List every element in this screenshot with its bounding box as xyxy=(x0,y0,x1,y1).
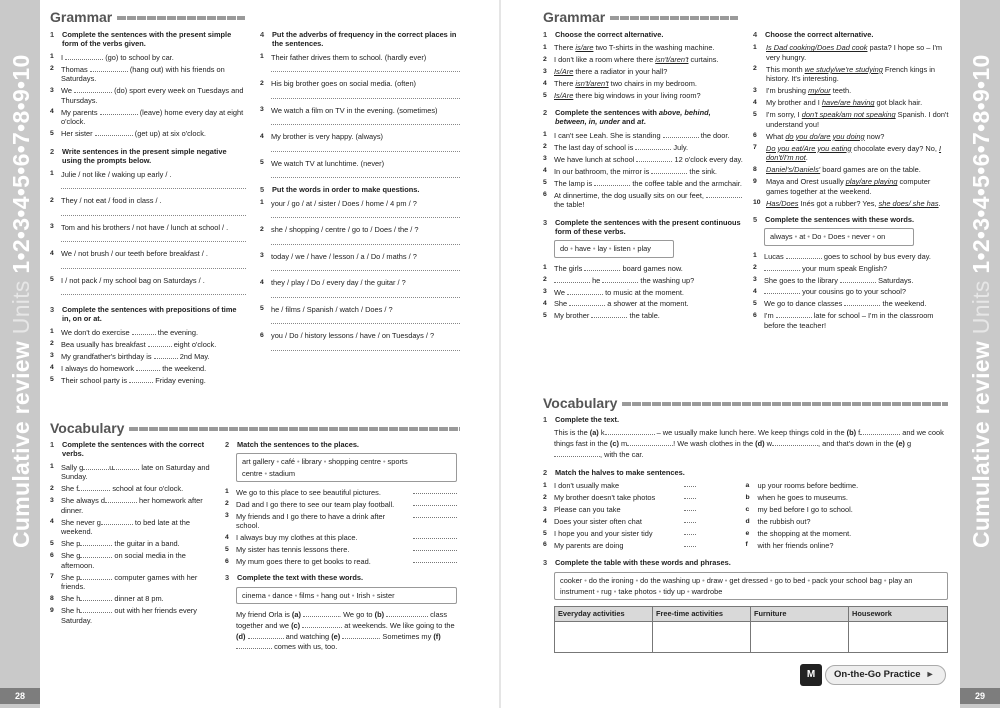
answer-blank[interactable] xyxy=(413,557,457,563)
answer-line[interactable] xyxy=(271,172,460,178)
choice-option[interactable]: Is Dad cooking/Does Dad cook xyxy=(766,43,868,53)
list-item: 1 There is/are two T-shirts in the washing machine. xyxy=(543,43,715,53)
grammar-heading-right: Grammar xyxy=(543,9,738,27)
exercise-r-grammar-2: 2 Complete the sentences with above, behind, between, in, under and at. 1 I can't see Leah. She is standing the door. 2 The last day of school is July. 3 We have lunch at school 12 o'clock every day. 4 In our bathroom, the mirror is the sink. 5 The lamp is the coffee table and the armchair. 6 At dinnertime, the dog usually sits on our feet, the table! xyxy=(543,107,743,210)
table-header: Free-time activities xyxy=(653,607,751,621)
word-option: Do xyxy=(811,232,822,242)
on-the-go-practice[interactable] xyxy=(800,664,946,686)
word-option: sister xyxy=(376,590,395,600)
word-option: at xyxy=(799,232,806,242)
activities-table xyxy=(554,606,948,652)
list-item: 3 My friends and I go there to have a drink after school. xyxy=(225,512,457,531)
answer-blank[interactable] xyxy=(651,168,687,174)
word-option: listen xyxy=(613,244,631,254)
choice-option[interactable]: isn't/aren't xyxy=(655,55,689,65)
answer-blank[interactable] xyxy=(684,517,696,523)
list-item: 1 The girls board games now. xyxy=(543,263,683,273)
word-option: cooker xyxy=(560,575,583,585)
list-item: 2 your mum speak English? xyxy=(753,263,888,273)
list-item: 3 Tom and his brothers / not have / lunch at school / . xyxy=(50,222,229,232)
answer-blank[interactable] xyxy=(413,533,457,539)
exercise-grammar-1: 1 Complete the sentences with the present simple form of the verbs given. 1 I (go) to school by car. 2 Thomas (hang out) with his friends on Saturdays. 3 We (do) sport every week on Tuesdays and Thursdays. 4 My parents (leave) home every day at eight o'clock. 5 Her sister (get up) at six o'clock. xyxy=(50,30,246,139)
word-option: play an instrument xyxy=(560,575,913,597)
right-col-2 xyxy=(753,30,949,337)
answer-blank[interactable] xyxy=(100,109,138,115)
choice-option[interactable]: my/our xyxy=(808,86,831,96)
list-item: 5 She p the guitar in a band. xyxy=(50,539,180,549)
list-item: 4 There isn't/aren't two chairs in my bedroom. xyxy=(543,79,697,89)
vocabulary-heading: Vocabulary xyxy=(50,420,460,438)
answer-blank[interactable] xyxy=(602,277,638,283)
answer-line[interactable] xyxy=(271,292,460,298)
answer-blank[interactable] xyxy=(635,144,671,150)
table-header: Furniture xyxy=(751,607,849,621)
exercise-vocab-2: 2 Match the sentences to the places. art gallery • café • library • shopping centre • sports centre • stadium 1 We go to this place to see beautiful pictures. 2 Dad and I go there to see our team play football. 3 My friends and I go there to have a drink after school. 4 I always buy my clothes at this place. 5 My sister has tennis lessons there. 6 My mum goes there to get books to read. xyxy=(225,440,457,566)
answer-line[interactable] xyxy=(61,183,246,189)
right-vocab xyxy=(543,415,948,660)
list-item: 3 We to music at the moment. xyxy=(543,287,684,297)
word-option: café xyxy=(281,457,296,467)
exercise-vocab-3: 3 Complete the text with these words. cinema • dance • films • hang out • Irish • sister My friend Orla is (a) . We go to (b) class together and we (c) at weekends. We like going to the (d) and watching (e) . Sometimes my (f) comes with us, too. xyxy=(225,573,457,653)
exercise-r-grammar-1: 1 Choose the correct alternative. 1 There is/are two T-shirts in the washing machine. 2 I don't like a room where there isn't/aren't curtains. 3 Is/Are there a radiator in your hall? 4 There isn't/aren't two chairs in my bedroom. 5 Is/Are there big windows in your living room? xyxy=(543,30,743,101)
choice-option[interactable]: don't speak/am not speaking xyxy=(801,110,896,120)
answer-blank[interactable] xyxy=(844,300,880,306)
choice-option[interactable]: we study/we're studying xyxy=(804,64,883,74)
answer-blank[interactable] xyxy=(764,265,800,271)
answer-blank[interactable] xyxy=(554,451,600,457)
choice-option[interactable]: play/are playing xyxy=(845,177,898,187)
match-row: 1 I don't usually make a up your rooms before bedtime. xyxy=(543,481,859,491)
answer-blank[interactable] xyxy=(776,312,812,318)
answer-line[interactable] xyxy=(271,66,460,72)
list-item: 1 We go to this place to see beautiful pictures. xyxy=(225,488,457,497)
list-item: 4 My brother and I have/are having got black hair. xyxy=(753,98,923,108)
answer-blank[interactable] xyxy=(303,611,339,617)
answer-blank[interactable] xyxy=(764,288,800,294)
answer-blank[interactable] xyxy=(627,440,673,446)
answer-line[interactable] xyxy=(271,93,460,99)
list-item: 3 Is/Are there a radiator in your hall? xyxy=(543,67,668,77)
answer-line[interactable] xyxy=(61,289,246,295)
list-item: 4 I always buy my clothes at this place. xyxy=(225,533,457,542)
answer-blank[interactable] xyxy=(148,341,172,347)
paragraph-text: My friend Orla is (a) . We go to (b) class together and we (c) at weekends. We like going to the (d) and watching (e) . Sometimes my (f) comes with us, too. xyxy=(236,610,455,652)
list-item: 7 Do you eat/Are you eating chocolate every day? No, I don't/I'm not. xyxy=(753,143,942,163)
list-item: 2 Dad and I go there to see our team play football. xyxy=(225,500,457,509)
match-row: 4 Does your sister often chat d the rubbish out? xyxy=(543,517,811,527)
list-item: 4 your cousins go to your school? xyxy=(753,287,907,297)
table-header: Housework xyxy=(849,607,947,621)
word-option: rug xyxy=(601,587,612,597)
list-item: 4 they / play / Do / every day / the guitar / ? xyxy=(260,278,406,288)
answer-blank[interactable] xyxy=(684,481,696,487)
answer-line[interactable] xyxy=(271,146,460,152)
answer-blank[interactable] xyxy=(786,253,822,259)
list-item: 8 Daniel's/Daniels' board games are on the table. xyxy=(753,165,921,175)
word-option: library xyxy=(301,457,322,467)
answer-blank[interactable] xyxy=(302,622,342,628)
list-item: 5 We watch TV at lunchtime. (never) xyxy=(260,158,385,168)
answer-blank[interactable] xyxy=(413,500,457,506)
exercise-grammar-3: 3 Complete the sentences with prepositions of time in, on or at. 1 We don't do exercise the evening. 2 Bea usually has breakfast eight o'clock. 3 My grandfather's birthday is 2nd May. 4 I always do homework the weekend. 5 Their school party is Friday evening. xyxy=(50,305,246,385)
answer-blank[interactable] xyxy=(684,541,696,547)
answer-blank[interactable] xyxy=(65,54,103,60)
left-col-1 xyxy=(50,30,246,392)
answer-blank[interactable] xyxy=(136,365,160,371)
list-item: 4 My brother is very happy. (always) xyxy=(260,132,383,142)
list-item: 2 he the washing up? xyxy=(543,275,695,285)
list-item: 6 My mum goes there to get books to read. xyxy=(225,557,457,566)
answer-line[interactable] xyxy=(271,265,460,271)
exercise-grammar-2: 2 Write sentences in the present simple negative using the prompts below. 1 Julie / not like / waking up early / . 2 They / not eat / food in class / . 3 Tom and his brothers / not have / lunch at school / . 4 We / not brush / our teeth before breakfast / . 5 I / not pack / my school bag on Saturdays / . xyxy=(50,147,246,295)
vocabulary-heading-right: Vocabulary xyxy=(543,395,948,413)
word-option: shopping centre xyxy=(328,457,381,467)
answer-blank[interactable] xyxy=(413,545,457,551)
choice-option[interactable]: Daniel's/Daniels' xyxy=(766,165,821,175)
answer-blank[interactable] xyxy=(78,485,110,491)
answer-blank[interactable] xyxy=(772,440,818,446)
word-option: Irish xyxy=(356,590,371,600)
word-option: sports centre xyxy=(242,457,408,478)
word-option: play xyxy=(637,244,651,254)
choice-option[interactable]: do you do/are you doing xyxy=(785,131,865,141)
word-option: never xyxy=(851,232,871,242)
answer-blank[interactable] xyxy=(584,265,620,271)
choice-option[interactable]: Has/Does xyxy=(766,198,799,208)
choice-option[interactable]: Do you eat/Are you eating xyxy=(766,143,852,153)
list-item: 5 The lamp is the coffee table and the armchair. xyxy=(543,178,742,188)
answer-blank[interactable] xyxy=(132,329,156,335)
answer-blank[interactable] xyxy=(594,180,630,186)
word-option: do xyxy=(560,244,569,254)
list-item: 1 Lucas goes to school by bus every day. xyxy=(753,251,931,261)
answer-blank[interactable] xyxy=(591,312,627,318)
exercise-r-grammar-3: 3 Complete the sentences with the present continuous form of these verbs. do • have • lay • listen • play 1 The girls board games now. 2 he the washing up? 3 We to music at the moment. 4 She a shower at the moment. 5 My brother the table. xyxy=(543,218,743,321)
list-item: 5 I / not pack / my school bag on Saturdays / . xyxy=(50,275,205,285)
right-page xyxy=(500,0,960,708)
table-cell[interactable] xyxy=(849,622,947,652)
answer-blank[interactable] xyxy=(684,493,696,499)
list-item: 9 She h out with her friends every Saturday. xyxy=(50,606,197,625)
list-item: 9 Maya and Orest usually play/are playing computer games together at the weekend. xyxy=(753,177,931,196)
list-item: 3 We (do) sport every week on Tuesdays and Thursdays. xyxy=(50,86,244,105)
word-option: have xyxy=(574,244,591,254)
table-cell[interactable] xyxy=(751,622,849,652)
answer-blank[interactable] xyxy=(95,130,133,136)
answer-blank[interactable] xyxy=(569,300,605,306)
word-option: tidy up xyxy=(663,587,685,597)
right-col-1 xyxy=(543,30,743,328)
list-item: 1 I (go) to school by car. xyxy=(50,52,174,62)
sidebar-title-right: Cumulative review Units 1•2•3•4•5•6•7•8•9•10 xyxy=(968,54,994,548)
answer-blank[interactable] xyxy=(83,464,109,470)
answer-blank[interactable] xyxy=(386,611,428,617)
answer-blank[interactable] xyxy=(80,607,112,613)
exercise-r-grammar-5: 5 Complete the sentences with these words. always • at • Do • Does • never • on 1 Lucas goes to school by bus every day. 2 your mum speak English? 3 She goes to the library Saturdays. 4 your cousins go to your school? 5 We go to dance classes the weekend. 6 I'm late for school – I'm in the classroom before the teacher! xyxy=(753,215,949,330)
list-item: 2 Thomas (hang out) with his friends on Saturdays. xyxy=(50,64,225,84)
answer-blank[interactable] xyxy=(840,277,876,283)
answer-blank[interactable] xyxy=(413,512,457,518)
list-item: 1 We don't do exercise the evening. xyxy=(50,327,199,337)
exercise-grammar-5: 5 Put the words in order to make questions. 1 your / go / at / sister / Does / home / 4 pm / ? 2 she / shopping / centre / go to / Does / the / ? 3 today / we / have / lesson / a / Do / maths / ? 4 they / play / Do / every day / the guitar / ? 5 he / films / Spanish / watch / Does / ? 6 you / Do / history lessons / have / on Tuesdays / ? xyxy=(260,185,460,350)
right-sidebar xyxy=(960,0,1000,708)
answer-line[interactable] xyxy=(61,236,246,242)
match-row: 3 Please can you take c my bed before I go to school. xyxy=(543,505,853,515)
word-option: take photos xyxy=(618,587,657,597)
left-vocab-col-1 xyxy=(50,440,210,632)
table-header: Everyday activities xyxy=(555,607,653,621)
answer-blank[interactable] xyxy=(80,552,112,558)
list-item: 3 We watch a film on TV in the evening. (sometimes) xyxy=(260,105,438,115)
on-the-go-button[interactable]: On-the-Go Practice ► xyxy=(825,665,946,685)
choice-option[interactable]: have/are having xyxy=(821,98,875,108)
answer-blank[interactable] xyxy=(684,505,696,511)
grammar-heading: Grammar xyxy=(50,9,245,27)
word-option: draw xyxy=(706,575,723,585)
word-option: always xyxy=(770,232,793,242)
answer-blank[interactable] xyxy=(129,377,153,383)
word-option: dance xyxy=(272,590,293,600)
word-option: go to bed xyxy=(774,575,806,585)
exercise-r-grammar-4: 4 Choose the correct alternative. 1 Is Dad cooking/Does Dad cook pasta? I hope so – I'm very hungry. 2 This month we study/we're studying French kings in history. It's interesting. 3 I'm brushing my/our teeth. 4 My brother and I have/are having got black hair. 5 I'm sorry, I don't speak/am not speaking Spanish. I don't understand you! 6 What do you do/are you doing now? 7 Do you eat/Are you eating chocolate every day? No, I don't/I'm not. 8 Daniel's/Daniels' board games are on the table. 9 Maya and Orest usually play/are playing computer games together at the weekend. 10 Has/Does Inés got a rubber? Yes, she does/ she has. xyxy=(753,30,949,208)
list-item: 2 They / not eat / food in class / . xyxy=(50,196,162,206)
answer-blank[interactable] xyxy=(101,519,133,525)
exercise-grammar-4: 4 Put the adverbs of frequency in the correct places in the sentences. 1 Their father drives them to school. (hardly ever) 2 His big brother goes on social media. (often) 3 We watch a film on TV in the evening. (sometimes) 4 My brother is very happy. (always) 5 We watch TV at lunchtime. (never) xyxy=(260,30,460,178)
list-item: 3 We have lunch at school 12 o'clock every day. xyxy=(543,154,743,164)
list-item: 5 We go to dance classes the weekend. xyxy=(753,299,927,309)
answer-blank[interactable] xyxy=(663,132,699,138)
paragraph-text: This is the (a) k – we usually make lunch here. We keep things cold in the (b) f and we cook things fast in the (c) m ! We wash clothes in the (d) w , and that's down in the (e) g, with the car. xyxy=(554,428,944,459)
list-item: 1 Is Dad cooking/Does Dad cook pasta? I hope so – I'm very hungry. xyxy=(753,43,943,62)
match-row: 5 I hope you and your sister tidy e the shopping at the moment. xyxy=(543,529,852,539)
word-option: lay xyxy=(597,244,607,254)
list-item: 4 I always do homework the weekend. xyxy=(50,363,207,373)
table-cell[interactable] xyxy=(555,622,653,652)
answer-blank[interactable] xyxy=(80,595,112,601)
list-item: 4 We / not brush / our teeth before breakfast / . xyxy=(50,249,208,259)
choice-option[interactable]: is/are xyxy=(575,43,594,53)
answer-blank[interactable] xyxy=(74,87,112,93)
list-item: 1 Sally g u late on Saturday and Sunday. xyxy=(50,462,210,482)
word-option: do the washing up xyxy=(640,575,701,585)
list-item: 5 My sister has tennis lessons there. xyxy=(225,545,457,554)
left-vocab-col-2 xyxy=(225,440,457,660)
choice-option[interactable]: Is/Are xyxy=(554,67,574,77)
answer-line[interactable] xyxy=(271,318,460,324)
list-item: 3 My grandfather's birthday is 2nd May. xyxy=(50,351,210,361)
match-row: 6 My parents are doing f with her friends online? xyxy=(543,540,834,550)
list-item: 1 your / go / at / sister / Does / home / 4 pm / ? xyxy=(260,198,417,208)
list-item: 2 This month we study/we're studying French kings in history. It's interesting. xyxy=(753,64,936,84)
list-item: 4 She a shower at the moment. xyxy=(543,299,689,309)
word-option: art gallery xyxy=(242,457,275,467)
word-option: wardrobe xyxy=(691,587,723,597)
answer-blank[interactable] xyxy=(413,488,457,494)
word-box: always • at • Do • Does • never • on xyxy=(764,228,914,245)
answer-blank[interactable] xyxy=(80,540,112,546)
list-item: 10 Has/Does Inés got a rubber? Yes, she does/ she has. xyxy=(753,198,941,208)
list-item: 2 The last day of school is July. xyxy=(543,142,689,152)
word-option: films xyxy=(299,590,315,600)
word-box: cinema • dance • films • hang out • Irish • sister xyxy=(236,587,457,604)
answer-blank[interactable] xyxy=(154,353,178,359)
table-cell[interactable] xyxy=(653,622,751,652)
word-option: hang out xyxy=(320,590,350,600)
page-number-right: 29 xyxy=(960,688,1000,704)
answer-blank[interactable] xyxy=(105,497,137,503)
sidebar-title: Cumulative review Units 1•2•3•4•5•6•7•8•9•10 xyxy=(8,54,34,548)
answer-blank[interactable] xyxy=(860,429,900,435)
word-box: cooker • do the ironing • do the washing up • draw • get dressed • go to bed • pack your school bag • play an instrument • rug • take photos • tidy up • wardrobe xyxy=(554,572,948,600)
list-item: 1 Their father drives them to school. (hardly ever) xyxy=(260,52,427,62)
choice-option[interactable]: isn't/aren't xyxy=(575,79,609,89)
list-item: 8 She h dinner at 8 pm. xyxy=(50,594,164,604)
list-item: 2 she / shopping / centre / go to / Does / the / ? xyxy=(260,225,419,235)
word-box: do • have • lay • listen • play xyxy=(554,240,674,257)
answer-blank[interactable] xyxy=(342,633,378,639)
word-option: cinema xyxy=(242,590,266,600)
answer-line[interactable] xyxy=(61,210,246,216)
word-option: do the ironing xyxy=(588,575,634,585)
answer-blank[interactable] xyxy=(567,289,603,295)
list-item: 4 In our bathroom, the mirror is the sink. xyxy=(543,166,717,176)
list-item: 1 Julie / not like / waking up early / . xyxy=(50,169,172,179)
exercise-vocab-1: 1 Complete the sentences with the correct verbs. 1 Sally g u late on Saturday and Sunday. 2 She f school at four o'clock. 3 She always d her homework after dinner. 4 She never g to bed late at the weekend. 5 She p the guitar in a band. 6 She g on social media in the afternoon. 7 She p computer games with her friends. 8 She h dinner at 8 pm. 9 She h out with her friends every Saturday. xyxy=(50,440,210,625)
list-item: 6 What do you do/are you doing now? xyxy=(753,131,885,141)
choice-option[interactable]: I don't/I'm not xyxy=(766,143,942,163)
list-item: 3 She goes to the library Saturdays. xyxy=(753,275,914,285)
answer-blank[interactable] xyxy=(80,574,112,580)
list-item: 5 he / films / Spanish / watch / Does / ? xyxy=(260,304,393,314)
list-item: 6 At dinnertime, the dog usually sits on our feet, the table! xyxy=(543,191,743,210)
answer-line[interactable] xyxy=(271,119,460,125)
list-item: 5 Is/Are there big windows in your living room? xyxy=(543,91,701,101)
list-item: 2 His big brother goes on social media. (often) xyxy=(260,79,417,89)
answer-line[interactable] xyxy=(271,239,460,245)
list-item: 4 My parents (leave) home every day at eight o'clock. xyxy=(50,107,244,127)
answer-blank[interactable] xyxy=(706,192,742,198)
list-item: 1 I can't see Leah. She is standing the door. xyxy=(543,130,730,140)
answer-blank[interactable] xyxy=(90,66,128,72)
answer-line[interactable] xyxy=(271,212,460,218)
word-option: on xyxy=(876,232,886,242)
left-sidebar xyxy=(0,0,40,708)
exercise-r-vocab-3: 3 Complete the table with these words and phrases. cooker • do the ironing • do the washing up • draw • get dressed • go to bed • pack your school bag • play an instrument • rug • take photos • tidy up • wardrobe Everyday activities Free-time activities Furniture Housework xyxy=(543,558,948,652)
list-item: 5 Her sister (get up) at six o'clock. xyxy=(50,129,206,139)
word-option: get dressed xyxy=(729,575,769,585)
word-option: stadium xyxy=(269,468,296,478)
left-page xyxy=(40,0,500,708)
answer-blank[interactable] xyxy=(554,277,590,283)
exercise-r-vocab-1: 1 Complete the text. This is the (a) k – we usually make lunch here. We keep things cold in the (b) f and we cook things fast in the (c) m ! We wash clothes in the (d) w , and that's down in the (e) g, with the car. xyxy=(543,415,948,461)
left-col-2 xyxy=(260,30,460,358)
list-item: 5 Their school party is Friday evening. xyxy=(50,375,206,385)
list-item: 3 I'm brushing my/our teeth. xyxy=(753,86,852,96)
answer-line[interactable] xyxy=(271,345,460,351)
list-item: 5 I'm sorry, I don't speak/am not speaking Spanish. I don't understand you! xyxy=(753,110,949,129)
play-arrow-icon: ► xyxy=(925,669,935,680)
match-row: 2 My brother doesn't take photos b when he goes to museums. xyxy=(543,493,848,503)
list-item: 2 She f school at four o'clock. xyxy=(50,484,184,494)
choice-option[interactable]: Is/Are xyxy=(554,91,574,101)
list-item: 3 She always d her homework after dinner. xyxy=(50,496,203,515)
answer-line[interactable] xyxy=(61,263,246,269)
answer-blank[interactable] xyxy=(605,429,655,435)
answer-blank[interactable] xyxy=(636,156,672,162)
list-item: 6 I'm late for school – I'm in the classroom before the teacher! xyxy=(753,311,934,330)
list-item: 4 She never g to bed late at the weekend. xyxy=(50,517,190,537)
word-option: pack your school bag xyxy=(812,575,882,585)
list-item: 2 Bea usually has breakfast eight o'clock. xyxy=(50,339,217,349)
answer-blank[interactable] xyxy=(684,529,696,535)
exercise-r-vocab-2: 2 Match the halves to make sentences. 1 I don't usually make a up your rooms before bedtime. 2 My brother doesn't take photos b when he goes to museums. 3 Please can you take c my bed before I go to school. 4 Does your sister often chat d the rubbish out? 5 I hope you and your sister tidy e the shopping at the moment. 6 My parents are doing f with her friends online? xyxy=(543,468,948,551)
word-box: art gallery • café • library • shopping centre • sports centre • stadium xyxy=(236,453,457,481)
list-item: 6 She g on social media in the afternoon. xyxy=(50,551,186,570)
answer-blank[interactable] xyxy=(248,633,284,639)
student-app-icon: M xyxy=(800,664,822,686)
word-option: Does xyxy=(828,232,846,242)
choice-option[interactable]: she does/ she has xyxy=(878,198,939,208)
list-item: 3 today / we / have / lesson / a / Do / maths / ? xyxy=(260,251,417,261)
page-number-left: 28 xyxy=(0,688,40,704)
list-item: 5 My brother the table. xyxy=(543,311,660,321)
answer-blank[interactable] xyxy=(113,464,139,470)
list-item: 2 I don't like a room where there isn't/aren't curtains. xyxy=(543,55,719,65)
answer-blank[interactable] xyxy=(236,643,272,649)
list-item: 7 She p computer games with her friends. xyxy=(50,572,198,592)
list-item: 6 you / Do / history lessons / have / on Tuesdays / ? xyxy=(260,331,435,341)
